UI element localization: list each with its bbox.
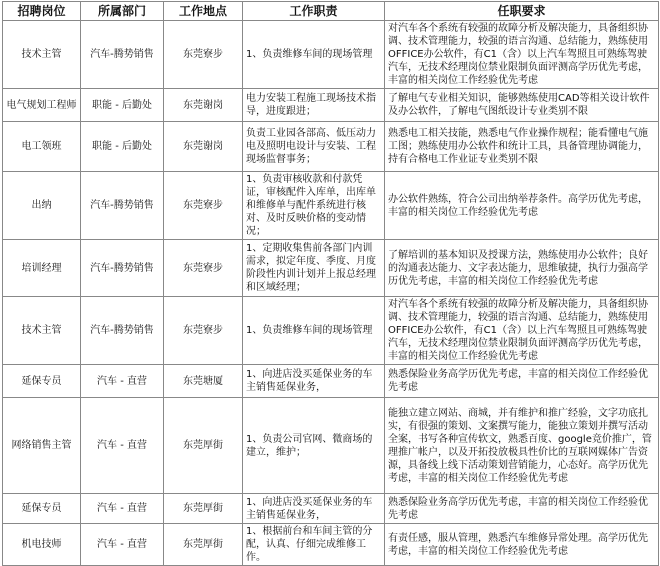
cell-location: 东莞寮步	[164, 297, 243, 365]
cell-location: 东莞寮步	[164, 21, 243, 89]
cell-requirements: 熟悉保险业务高学历优先考虑，丰富的相关岗位工作经验优先考虑	[385, 365, 659, 398]
cell-position: 电工领班	[3, 122, 81, 172]
cell-requirements: 熟悉电工相关技能，熟悉电气作业操作规程；能看懂电气施工图；熟练使用办公软件和统计工具，具备管理协调能力，持有合格电工作业证专业类别不限	[385, 122, 659, 172]
cell-position: 出纳	[3, 172, 81, 240]
header-department: 所属部门	[81, 2, 164, 21]
cell-department: 汽车 - 直营	[81, 494, 164, 524]
cell-location: 东莞寮步	[164, 240, 243, 297]
cell-requirements: 了解电气专业相关知识，能够熟练使用CAD等相关设计软件及办公软件，了解电气图纸设计专业类别不限	[385, 89, 659, 122]
table-row	[3, 89, 659, 122]
cell-department: 汽车 - 直营	[81, 398, 164, 494]
cell-duties: 1、向进店没买延保业务的车主销售延保业务，	[243, 494, 385, 524]
cell-position: 培训经理	[3, 240, 81, 297]
cell-department: 汽车-腾势销售	[81, 240, 164, 297]
header-requirements: 任职要求	[385, 2, 659, 21]
table-row	[3, 172, 659, 240]
cell-department: 汽车 - 直营	[81, 524, 164, 566]
header-location: 工作地点	[164, 2, 243, 21]
table-row	[3, 398, 659, 494]
cell-department: 汽车-腾势销售	[81, 172, 164, 240]
cell-position: 技术主管	[3, 21, 81, 89]
cell-location: 东莞塘厦	[164, 365, 243, 398]
cell-department: 汽车-腾势销售	[81, 21, 164, 89]
cell-department: 汽车 - 直营	[81, 365, 164, 398]
cell-location: 东莞谢岗	[164, 122, 243, 172]
cell-duties: 电力安装工程施工现场技术指导，进度跟进；	[243, 89, 385, 122]
cell-position: 网络销售主管	[3, 398, 81, 494]
table-row	[3, 122, 659, 172]
recruitment-table	[2, 1, 659, 566]
cell-requirements: 办公软件熟练，符合公司出纳举荐条件。高学历优先考虑，丰富的相关岗位工作经验优先考虑	[385, 172, 659, 240]
cell-requirements: 对汽车各个系统有较强的故障分析及解决能力，具备组织协调、技术管理能力，较强的语言沟通、总结能力，熟练使用OFFICE办公软件，有C1（含）以上汽车驾照且可熟练驾驶汽车，无技术经理岗位禁业限制负面评测高学历优先考虑，丰富的相关岗位工作经验优先考虑	[385, 21, 659, 89]
cell-requirements: 有责任感，服从管理，熟悉汽车维修异常处理。高学历优先考虑，丰富的相关岗位工作经验优先考虑	[385, 524, 659, 566]
table-row	[3, 365, 659, 398]
cell-requirements: 了解培训的基本知识及授课方法，熟练使用办公软件；良好的沟通表达能力、文字表达能力，思维敏捷，执行力强高学历优先考虑，丰富的相关岗位工作经验优先考虑	[385, 240, 659, 297]
cell-position: 电气规划工程师	[3, 89, 81, 122]
cell-duties: 负责工业园各部高、低压动力电及照明电设计与安装、工程现场监督事务；	[243, 122, 385, 172]
cell-requirements: 对汽车各个系统有较强的故障分析及解决能力，具备组织协调、技术管理能力，较强的语言沟通、总结能力，熟练使用OFFICE办公软件，有C1（含）以上汽车驾照且可熟练驾驶汽车，无技术经理岗位禁业限制负面评测高学历优先考虑，丰富的相关岗位工作经验优先考虑	[385, 297, 659, 365]
cell-duties: 1、负责维修车间的现场管理	[243, 297, 385, 365]
table-row	[3, 21, 659, 89]
cell-location: 东莞寮步	[164, 172, 243, 240]
cell-duties: 1、负责审核收款和付款凭证，审核配件入库单，出库单和维修单与配件系统进行核对、及时反映价格的变动情况；	[243, 172, 385, 240]
cell-position: 技术主管	[3, 297, 81, 365]
table-row	[3, 524, 659, 566]
header-duties: 工作职责	[243, 2, 385, 21]
cell-requirements: 能独立建立网站、商城，并有维护和推广经验，文字功底扎实，有很强的策划、文案撰写能力，能独立策划并撰写活动全案，书写各种宣传软文，熟悉百度、google竞价推广，管理推广帐户，以及开拓投放极具性价比的互联网媒体广告资源，具备线上线下活动策划营销能力，心态好。高学历优先考虑，丰富的相关岗位工作经验优先考虑	[385, 398, 659, 494]
cell-duties: 1、负责公司官网、微商场的建立，维护；	[243, 398, 385, 494]
cell-location: 东莞厚街	[164, 524, 243, 566]
cell-department: 职能 - 后勤处	[81, 89, 164, 122]
header-row	[3, 2, 659, 21]
cell-department: 职能 - 后勤处	[81, 122, 164, 172]
cell-duties: 1、向进店没买延保业务的车主销售延保业务，	[243, 365, 385, 398]
table-row	[3, 494, 659, 524]
cell-duties: 1、定期收集售前各部门内训需求，拟定年度、季度、月度阶段性内训计划并上报总经理和区域经理；	[243, 240, 385, 297]
cell-duties: 1、根据前台和车间主管的分配，认真、仔细完成维修工作。	[243, 524, 385, 566]
cell-requirements: 熟悉保险业务高学历优先考虑，丰富的相关岗位工作经验优先考虑	[385, 494, 659, 524]
cell-duties: 1、负责维修车间的现场管理	[243, 21, 385, 89]
table-row	[3, 240, 659, 297]
cell-position: 延保专员	[3, 494, 81, 524]
cell-location: 东莞厚街	[164, 398, 243, 494]
cell-position: 延保专员	[3, 365, 81, 398]
table-row	[3, 297, 659, 365]
header-position: 招聘岗位	[3, 2, 81, 21]
cell-position: 机电技师	[3, 524, 81, 566]
cell-department: 汽车-腾势销售	[81, 297, 164, 365]
cell-location: 东莞厚街	[164, 494, 243, 524]
cell-location: 东莞谢岗	[164, 89, 243, 122]
